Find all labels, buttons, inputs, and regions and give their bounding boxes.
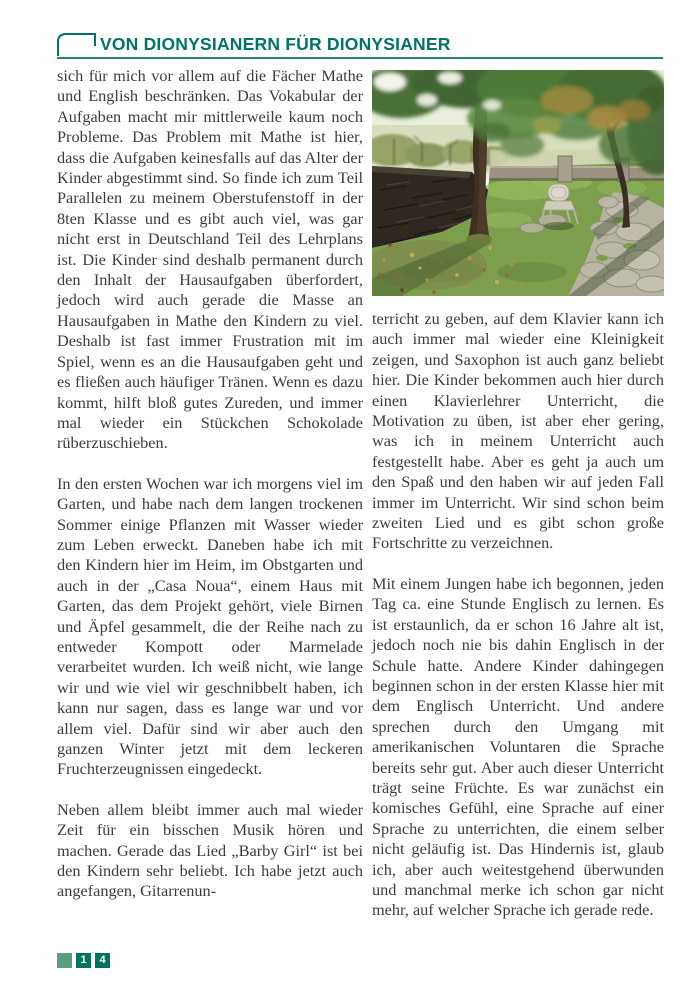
right-column bbox=[372, 70, 664, 941]
paragraph: sich für mich vor allem auf die Fächer Mathe und English beschränken. Das Vokabular der Aufgaben macht mir mittlerweile kaum noch Probleme. Das Problem mit Mathe ist hier, dass die Aufgaben keinesfalls auf das Alter der Kinder abgestimmt sind. So finde ich zum Teil Parallelen zu meinem Oberstufenstoff in der 8ten Klasse und es gibt auch viel, was gar nicht erst in Deutschland Teil des Lehrplans ist. Die Kinder sind deshalb permanent durch den Inhalt der Hausaufgaben überfordert, jedoch wird auch gerade die Masse an Hausaufgaben in Mathe den Kindern zu viel. Deshalb ist fast immer Frustration mit im Spiel, wenn es an die Hausaufgaben geht und es fließen auch häufiger Tränen. Wenn es dazu kommt, hilft bloß gutes Zureden, und immer mal wieder ein Stückchen Schokolade rüberzuschieben. bbox=[57, 66, 363, 453]
page-number-marker bbox=[57, 953, 72, 968]
garden-orchard-photo bbox=[372, 70, 664, 296]
page-footer bbox=[57, 953, 110, 968]
page-number-digit: 4 bbox=[95, 953, 110, 968]
left-column bbox=[57, 66, 363, 922]
page-title: VON DIONYSIANERN FÜR DIONYSIANER bbox=[100, 34, 451, 54]
paragraph: Neben allem bleibt immer auch mal wieder Zeit für ein bisschen Musik hören und machen. Gerade das Lied „Barby Girl“ ist bei den Kindern sehr beliebt. Ich habe jetzt auch angefangen, Gitarrenun- bbox=[57, 799, 363, 901]
garden-photo-illustration bbox=[372, 70, 664, 296]
page-number-digit: 1 bbox=[76, 953, 91, 968]
paragraph: terricht zu geben, auf dem Klavier kann ich auch immer mal wieder eine Kleinigkeit zeigen, und Saxophon ist auch ganz beliebt hier. Die Kinder bekommen auch hier durch einen Klavierlehrer Unterricht, die Motivation zu üben, ist aber eher gering, was ich in meinem Unterricht auch festgestellt habe. Aber es geht ja auch um den Spaß und den haben wir auf jeden Fall immer im Unterricht. Wir sind schon beim zweiten Lied und es gibt schon große Fortschritte zu verzeichnen. bbox=[372, 309, 664, 553]
header-rule bbox=[57, 57, 663, 59]
header-tab-decoration bbox=[57, 31, 99, 57]
paragraph: Mit einem Jungen habe ich begonnen, jeden Tag ca. eine Stunde Englisch zu lernen. Es ist erstaunlich, da er schon 16 Jahre alt ist, jedoch noch nie bis dahin Englisch in der Schule hatte. Andere Kinder dahingegen beginnen schon in der ersten Klasse hier mit dem Englisch Unterricht. Und andere sprechen durch den Umgang mit amerikanischen Voluntaren die Sprache bereits sehr gut. Aber auch dieser Unterricht trägt seine Früchte. Es war zunächst ein komisches Gefühl, eine Sprache auf einer Sprache zu unterrichten, die einem selber nicht geläufig ist. Das Hindernis ist, glaub ich, aber auch weitestgehend überwunden und manchmal merke ich schon gar nicht mehr, auf welcher Sprache ich gerade rede. bbox=[372, 573, 664, 920]
paragraph: In den ersten Wochen war ich morgens viel im Garten, und habe nach dem langen trockenen Sommer einige Pflanzen mit Wasser wieder zum Leben erweckt. Daneben habe ich mit den Kindern hier im Heim, im Obstgarten und auch in der „Casa Noua“, einem Haus mit Garten, das dem Projekt gehört, viele Birnen und Äpfel gesammelt, die der Reihe nach zu entweder Kompott oder Marmelade verarbeitet wurden. Ich weiß nicht, wie lange wir und wie viel wir geschnibbelt haben, ich kann nur sagen, dass es lange war und vor allem viel. Dafür sind wir aber auch den ganzen Winter jetzt mit dem leckeren Fruchterzeugnissen eingedeckt. bbox=[57, 473, 363, 779]
